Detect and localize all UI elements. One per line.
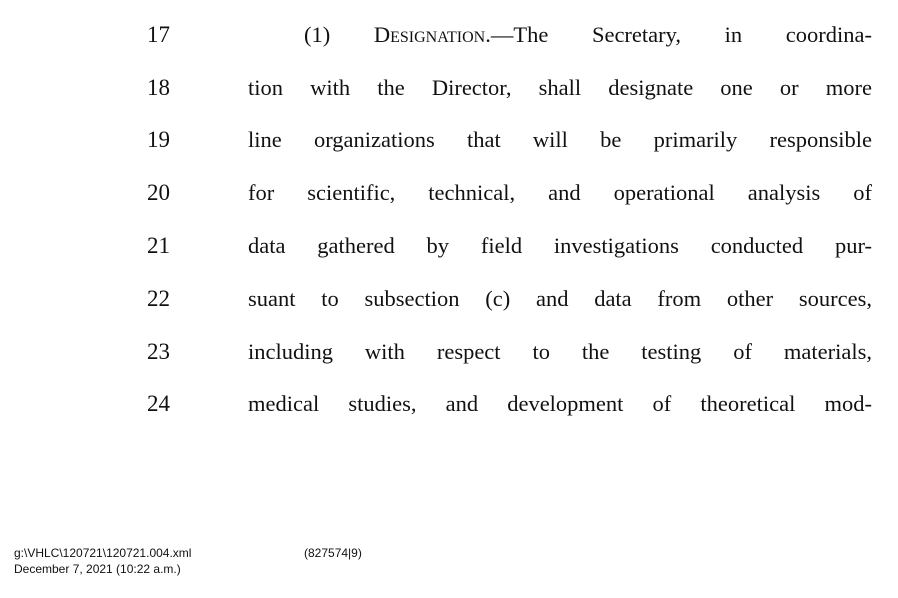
footer-row <box>14 545 362 561</box>
line-row <box>0 125 898 178</box>
line-number: 23 <box>147 339 170 364</box>
line-text: tion with the Director, shall designate one or more <box>248 75 872 100</box>
line-number: 18 <box>147 75 170 100</box>
line-row <box>0 178 898 231</box>
line-number: 22 <box>147 286 170 311</box>
line-text: for scientific, technical, and operational analysis of <box>248 180 872 205</box>
footer-row <box>14 561 191 577</box>
line-row <box>0 231 898 284</box>
line-text: including with respect to the testing of materials, <box>248 339 872 364</box>
heading-dash: .— <box>485 22 514 47</box>
document-footer <box>14 545 362 577</box>
line-row <box>0 20 898 73</box>
line-number: 17 <box>147 22 170 47</box>
section-heading: Designation <box>373 22 486 47</box>
line-row <box>0 73 898 126</box>
line-number: 24 <box>147 391 170 416</box>
line-text: suant to subsection (c) and data from other sources, <box>248 286 872 311</box>
file-path: g:\VHLC\120721\120721.004.xml <box>14 546 192 560</box>
line-number: 21 <box>147 233 170 258</box>
line-text <box>304 20 872 50</box>
line-text: data gathered by field investigations conducted pur- <box>248 233 872 258</box>
document-code: (827574|9) <box>304 546 362 560</box>
document-date: December 7, 2021 (10:22 a.m.) <box>14 562 181 576</box>
line-text: medical studies, and development of theoretical mod- <box>248 391 872 416</box>
line-number: 20 <box>147 180 170 205</box>
line-body: The Secretary, in coordina- <box>513 22 872 47</box>
line-number: 19 <box>147 127 170 152</box>
line-text: line organizations that will be primarily responsible <box>248 127 872 152</box>
line-row <box>0 389 898 442</box>
line-row <box>0 284 898 337</box>
paragraph-marker: (1) <box>304 22 374 47</box>
line-row <box>0 337 898 390</box>
